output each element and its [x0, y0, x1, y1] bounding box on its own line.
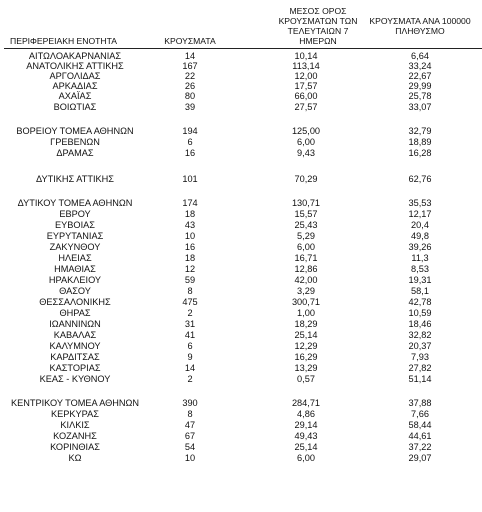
table-row — [0, 231, 482, 242]
cases-value: 80 — [184, 91, 196, 101]
table-row — [0, 137, 482, 148]
avg-7day-value: 6,00 — [297, 137, 315, 147]
table-row — [0, 363, 482, 374]
region-name: ΚΙΛΚΙΣ — [60, 420, 90, 430]
avg-7day-value: 18,29 — [294, 319, 318, 329]
avg-7day-value: 49,43 — [294, 431, 318, 441]
cases-value: 14 — [184, 363, 196, 373]
avg-7day-value: 284,71 — [291, 398, 321, 408]
avg-7day-value: 0,57 — [297, 374, 315, 384]
table-row — [0, 198, 482, 209]
cases-value: 2 — [187, 374, 193, 384]
avg-7day-value: 70,29 — [294, 174, 318, 184]
region-name: ΚΑΒΑΛΑΣ — [53, 330, 97, 340]
per-100k-value: 19,31 — [408, 275, 432, 285]
avg-7day-value: 13,29 — [294, 363, 318, 373]
table-row — [0, 91, 482, 102]
cases-value: 8 — [187, 409, 193, 419]
table-row — [0, 174, 482, 185]
avg-7day-value: 5,29 — [297, 231, 315, 241]
region-name: ΚΟΡΙΝΘΙΑΣ — [50, 442, 100, 452]
per-100k-value: 33,07 — [408, 102, 432, 112]
per-100k-value: 25,78 — [408, 91, 432, 101]
per-100k-value: 33,24 — [408, 61, 432, 71]
table-row — [0, 308, 482, 319]
region-name: ΘΑΣΟΥ — [59, 286, 91, 296]
cases-value: 16 — [184, 242, 196, 252]
per-100k-value: 12,17 — [408, 209, 432, 219]
table-header-cases: ΚΡΟΥΣΜΑΤΑ — [164, 36, 216, 46]
cases-value: 475 — [182, 297, 198, 307]
avg-7day-value: 130,71 — [291, 198, 321, 208]
region-name: ΑΧΑΪΑΣ — [58, 91, 92, 101]
per-100k-value: 42,78 — [408, 297, 432, 307]
table-header-region: ΠΕΡΙΦΕΡΕΙΑΚΗ ΕΝΟΤΗΤΑ — [10, 36, 117, 46]
region-name: ΗΡΑΚΛΕΙΟΥ — [48, 275, 102, 285]
per-100k-value: 10,59 — [408, 308, 432, 318]
cases-value: 2 — [187, 308, 193, 318]
region-name: ΚΕΡΚΥΡΑΣ — [51, 409, 99, 419]
cases-value: 16 — [184, 148, 196, 158]
avg-7day-value: 42,00 — [294, 275, 318, 285]
cases-value: 174 — [182, 198, 198, 208]
per-100k-value: 62,76 — [408, 174, 432, 184]
cases-value: 31 — [184, 319, 196, 329]
region-name: ΚΩ — [68, 453, 82, 463]
avg-7day-value: 9,43 — [297, 148, 315, 158]
per-100k-value: 37,22 — [408, 442, 432, 452]
table-row — [0, 341, 482, 352]
avg-7day-value: 6,00 — [297, 453, 315, 463]
table-row — [0, 409, 482, 420]
cases-value: 9 — [187, 352, 193, 362]
cases-value: 47 — [184, 420, 196, 430]
per-100k-value: 7,66 — [411, 409, 429, 419]
region-name: ΑΡΓΟΛΙΔΑΣ — [49, 71, 101, 81]
avg-7day-value: 16,29 — [294, 352, 318, 362]
per-100k-value: 22,67 — [408, 71, 432, 81]
avg-7day-value: 16,71 — [294, 253, 318, 263]
table-header-avg — [270, 6, 366, 46]
region-name: ΘΗΡΑΣ — [59, 308, 91, 318]
region-name: ΑΡΚΑΔΙΑΣ — [52, 81, 98, 91]
region-name: ΒΟΡΕΙΟΥ ΤΟΜΕΑ ΑΘΗΝΩΝ — [16, 126, 134, 136]
avg-7day-value: 10,14 — [294, 51, 318, 61]
table-row — [0, 286, 482, 297]
cases-value: 67 — [184, 431, 196, 441]
cases-value: 22 — [184, 71, 196, 81]
table-row — [0, 264, 482, 275]
region-name: ΗΛΕΙΑΣ — [58, 253, 92, 263]
region-name: ΚΑΣΤΟΡΙΑΣ — [49, 363, 101, 373]
per-100k-value: 49,8 — [411, 231, 429, 241]
per-100k-value: 51,14 — [408, 374, 432, 384]
per-100k-value: 44,61 — [408, 431, 432, 441]
cases-value: 39 — [184, 102, 196, 112]
table-header-per-100k — [362, 16, 478, 36]
per-100k-value: 29,07 — [408, 453, 432, 463]
avg-7day-value: 25,14 — [294, 330, 318, 340]
per-100k-value: 7,93 — [411, 352, 429, 362]
table-row — [0, 453, 482, 464]
table-row — [0, 431, 482, 442]
per-100k-value: 32,82 — [408, 330, 432, 340]
avg-7day-value: 15,57 — [294, 209, 318, 219]
cases-value: 10 — [184, 231, 196, 241]
region-name: ΘΕΣΣΑΛΟΝΙΚΗΣ — [39, 297, 111, 307]
per-100k-value: 58,1 — [411, 286, 429, 296]
per-100k-value: 29,99 — [408, 81, 432, 91]
per-100k-value: 58,44 — [408, 420, 432, 430]
header-divider — [4, 48, 482, 49]
per-100k-value: 27,82 — [408, 363, 432, 373]
cases-value: 6 — [187, 341, 193, 351]
cases-value: 59 — [184, 275, 196, 285]
cases-value: 194 — [182, 126, 198, 136]
cases-value: 12 — [184, 264, 196, 274]
avg-7day-value: 3,29 — [297, 286, 315, 296]
per-100k-value: 8,53 — [411, 264, 429, 274]
avg-7day-value: 113,14 — [292, 61, 320, 71]
cases-value: 167 — [182, 61, 198, 71]
table-row — [0, 102, 482, 113]
per-100k-value: 16,28 — [408, 148, 432, 158]
avg-7day-value: 27,57 — [294, 102, 318, 112]
region-name: ΚΑΡΔΙΤΣΑΣ — [50, 352, 100, 362]
region-name: ΓΡΕΒΕΝΩΝ — [50, 137, 100, 147]
per-100k-value: 20,4 — [411, 220, 429, 230]
region-name: ΚΕΝΤΡΙΚΟΥ ΤΟΜΕΑ ΑΘΗΝΩΝ — [10, 398, 140, 408]
region-name: ΚΕΑΣ - ΚΥΘΝΟΥ — [39, 374, 111, 384]
avg-7day-value: 12,29 — [294, 341, 318, 351]
header-per-line2: ΠΛΗΘΥΣΜΟ — [395, 26, 445, 36]
cases-value: 18 — [184, 253, 196, 263]
region-name: ΕΥΒΟΙΑΣ — [55, 220, 95, 230]
cases-value: 390 — [182, 398, 198, 408]
table-row — [0, 319, 482, 330]
per-100k-value: 6,64 — [411, 51, 429, 61]
avg-7day-value: 17,57 — [294, 81, 318, 91]
avg-7day-value: 1,00 — [297, 308, 315, 318]
per-100k-value: 35,53 — [408, 198, 432, 208]
per-100k-value: 20,37 — [408, 341, 432, 351]
per-100k-value: 37,88 — [408, 398, 432, 408]
table-row — [0, 209, 482, 220]
per-100k-value: 18,46 — [408, 319, 432, 329]
cases-value: 41 — [184, 330, 196, 340]
header-per-line1: ΚΡΟΥΣΜΑΤΑ ΑΝΑ 100000 — [369, 16, 471, 26]
cases-value: 8 — [187, 286, 193, 296]
table-row — [0, 297, 482, 308]
region-name: ΒΟΙΩΤΙΑΣ — [53, 102, 97, 112]
avg-7day-value: 66,00 — [294, 91, 318, 101]
table-row — [0, 275, 482, 286]
header-avg-line1: ΜΕΣΟΣ ΟΡΟΣ — [289, 6, 347, 16]
per-100k-value: 32,79 — [408, 126, 432, 136]
per-100k-value: 18,89 — [408, 137, 432, 147]
avg-7day-value: 25,43 — [294, 220, 318, 230]
avg-7day-value: 4,86 — [297, 409, 315, 419]
cases-value: 18 — [184, 209, 196, 219]
region-name: ΙΩΑΝΝΙΝΩΝ — [49, 319, 101, 329]
region-name: ΑΝΑΤΟΛΙΚΗΣ ΑΤΤΙΚΗΣ — [26, 61, 124, 71]
region-name: ΖΑΚΥΝΘΟΥ — [49, 242, 101, 252]
per-100k-value: 39,26 — [408, 242, 432, 252]
region-name: ΚΟΖΑΝΗΣ — [53, 431, 97, 441]
avg-7day-value: 12,86 — [294, 264, 318, 274]
region-name: ΔΥΤΙΚΗΣ ΑΤΤΙΚΗΣ — [36, 174, 114, 184]
region-name: ΗΜΑΘΙΑΣ — [54, 264, 96, 274]
table-row — [0, 126, 482, 137]
region-name: ΕΥΡΥΤΑΝΙΑΣ — [46, 231, 104, 241]
table-row — [0, 352, 482, 363]
table-row — [0, 442, 482, 453]
cases-value: 54 — [184, 442, 196, 452]
table-row — [0, 148, 482, 159]
cases-value: 6 — [187, 137, 193, 147]
avg-7day-value: 29,14 — [294, 420, 318, 430]
table-row — [0, 220, 482, 231]
region-name: ΔΡΑΜΑΣ — [56, 148, 94, 158]
header-avg-line3: ΤΕΛΕΥΤΑΙΩΝ 7 ΗΜΕΡΩΝ — [287, 26, 349, 46]
avg-7day-value: 6,00 — [297, 242, 315, 252]
cases-value: 10 — [184, 453, 196, 463]
table-row — [0, 420, 482, 431]
table-row — [0, 330, 482, 341]
table-row — [0, 374, 482, 385]
region-name: ΚΑΛΥΜΝΟΥ — [49, 341, 101, 351]
avg-7day-value: 12,00 — [294, 71, 318, 81]
table-row — [0, 253, 482, 264]
region-name: ΔΥΤΙΚΟΥ ΤΟΜΕΑ ΑΘΗΝΩΝ — [17, 198, 133, 208]
cases-value: 26 — [184, 81, 196, 91]
region-name: ΑΙΤΩΛΟΑΚΑΡΝΑΝΙΑΣ — [28, 51, 122, 61]
header-avg-line2: ΚΡΟΥΣΜΑΤΩΝ ΤΩΝ — [278, 16, 358, 26]
table-row — [0, 398, 482, 409]
cases-value: 14 — [184, 51, 196, 61]
avg-7day-value: 125,00 — [291, 126, 321, 136]
avg-7day-value: 300,71 — [291, 297, 321, 307]
table-row — [0, 242, 482, 253]
cases-value: 101 — [182, 174, 198, 184]
per-100k-value: 11,3 — [411, 253, 429, 263]
cases-value: 43 — [184, 220, 196, 230]
avg-7day-value: 25,14 — [294, 442, 318, 452]
region-name: ΕΒΡΟΥ — [59, 209, 91, 219]
